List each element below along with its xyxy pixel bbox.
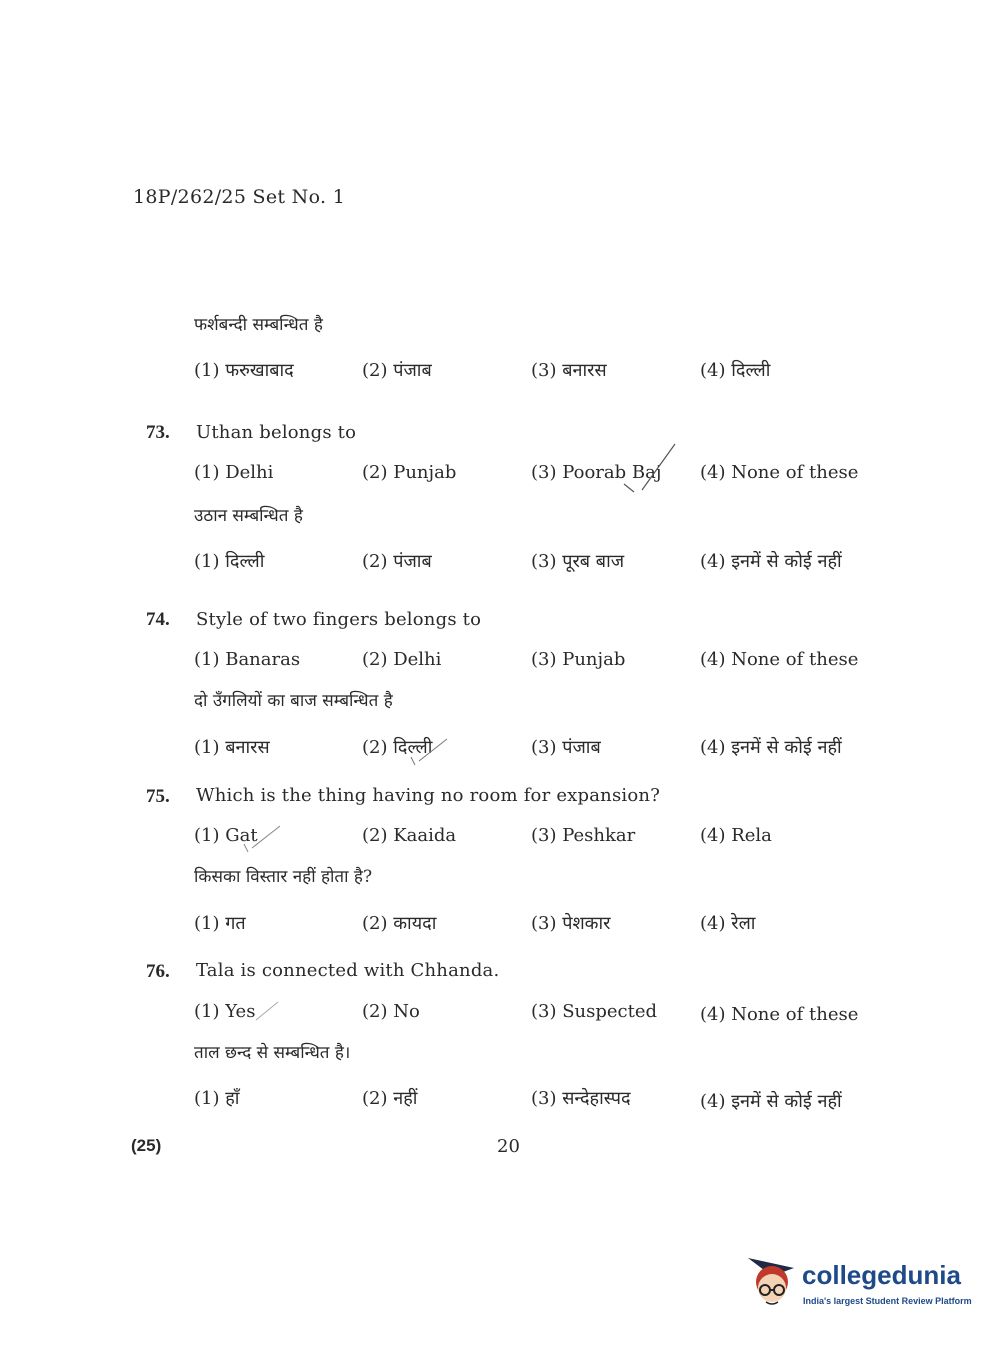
q75-option-2: (2) Kaaida (362, 825, 457, 846)
q74-hindi-option-4: (4) इनमें से कोई नहीं (700, 737, 842, 758)
q74-hindi-text: दो उँगलियों का बाज सम्बन्धित है (194, 691, 393, 711)
q76-hindi-option-3: (3) सन्देहास्पद (531, 1088, 631, 1109)
q75-hindi-option-1: (1) गत (194, 913, 246, 934)
q76-text: Tala is connected with Chhanda. (196, 960, 500, 981)
q74-hindi-option-1: (1) बनारस (194, 737, 270, 758)
collegedunia-logo (742, 1252, 972, 1312)
q74-option-4: (4) None of these (700, 649, 859, 670)
tick-mark-q74 (405, 735, 450, 770)
q76-option-1: (1) Yes (194, 1001, 256, 1022)
q73-option-3: (3) Poorab Baj (531, 462, 662, 483)
q72-hindi-option-2: (2) पंजाब (362, 360, 432, 381)
q74-text: Style of two fingers belongs to (196, 609, 482, 630)
q72-hindi-option-1: (1) फरुखाबाद (194, 360, 294, 381)
q73-hindi-option-2: (2) पंजाब (362, 551, 432, 572)
q75-text: Which is the thing having no room for expansion? (196, 785, 661, 806)
q75-option-4: (4) Rela (700, 825, 772, 846)
q76-hindi-text: ताल छन्द से सम्बन्धित है। (194, 1043, 351, 1063)
page-number: 20 (497, 1136, 520, 1157)
q75-option-1: (1) Gat (194, 825, 258, 846)
tick-mark-q75 (240, 822, 285, 857)
q72-hindi-text: फर्शबन्दी सम्बन्धित है (194, 315, 323, 335)
q73-option-1: (1) Delhi (194, 462, 274, 483)
q74-option-2: (2) Delhi (362, 649, 442, 670)
q76-option-4: (4) None of these (700, 1004, 859, 1025)
q73-hindi-option-1: (1) दिल्ली (194, 551, 265, 572)
q73-hindi-option-4: (4) इनमें से कोई नहीं (700, 551, 842, 572)
q74-number: 74. (146, 609, 170, 630)
q76-hindi-option-1: (1) हाँ (194, 1088, 240, 1109)
q76-number: 76. (146, 961, 170, 982)
q76-hindi-option-2: (2) नहीं (362, 1088, 418, 1109)
q72-hindi-option-3: (3) बनारस (531, 360, 607, 381)
q74-option-1: (1) Banaras (194, 649, 301, 670)
q75-hindi-option-4: (4) रेला (700, 913, 756, 934)
page-code-footer: (25) (131, 1136, 162, 1155)
q75-option-3: (3) Peshkar (531, 825, 636, 846)
q73-hindi-text: उठान सम्बन्धित है (194, 506, 303, 526)
q76-option-2: (2) No (362, 1001, 420, 1022)
q73-hindi-option-3: (3) पूरब बाज (531, 551, 625, 572)
paper-code-header: 18P/262/25 Set No. 1 (133, 186, 346, 208)
logo-tagline: India's largest Student Review Platform (803, 1296, 972, 1306)
q74-hindi-option-2: (2) दिल्ली (362, 737, 433, 758)
q72-hindi-option-4: (4) दिल्ली (700, 360, 771, 381)
q74-option-3: (3) Punjab (531, 649, 626, 670)
q73-text: Uthan belongs to (196, 422, 357, 443)
q74-hindi-option-3: (3) पंजाब (531, 737, 601, 758)
q76-hindi-option-4: (4) इनमें से कोई नहीं (700, 1091, 842, 1112)
tick-mark-q76 (250, 998, 285, 1028)
q75-number: 75. (146, 786, 170, 807)
q73-option-4: (4) None of these (700, 462, 859, 483)
mascot-icon (742, 1252, 800, 1312)
q73-option-2: (2) Punjab (362, 462, 457, 483)
tick-mark-q73 (620, 440, 680, 500)
q76-option-3: (3) Suspected (531, 1001, 658, 1022)
q73-number: 73. (146, 422, 170, 443)
q75-hindi-option-2: (2) कायदा (362, 913, 437, 934)
logo-wordmark: collegedunia (802, 1260, 961, 1290)
q75-hindi-text: किसका विस्तार नहीं होता है? (194, 867, 373, 887)
q75-hindi-option-3: (3) पेशकार (531, 913, 611, 934)
